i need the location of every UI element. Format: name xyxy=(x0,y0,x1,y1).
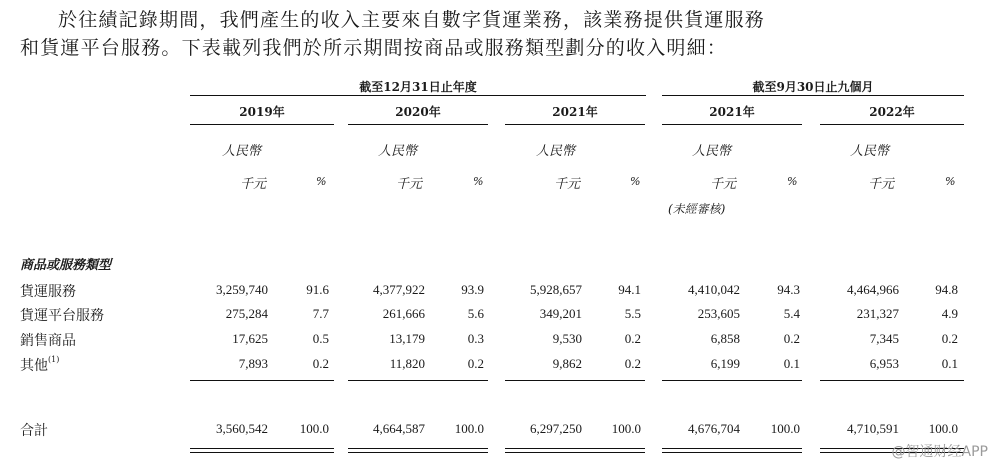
table-cell: 4.9 xyxy=(941,306,958,321)
group-header-nine-months: 截至9月30日止九個月 xyxy=(752,80,874,94)
total-cell: 100.0 xyxy=(928,421,958,436)
pct-label-3: % xyxy=(630,175,641,188)
subtotal-rule xyxy=(505,380,645,381)
table-cell: 17,625 xyxy=(232,331,268,346)
pct-label-4: % xyxy=(787,175,798,188)
table-cell: 9,862 xyxy=(552,356,582,371)
year-header-2: 2020年 xyxy=(395,105,441,119)
row-label-text: 銷售商品 xyxy=(20,333,76,349)
year-header-1: 2019年 xyxy=(239,105,285,119)
group-rule-nine-months xyxy=(662,95,964,96)
total-cell: 3,560,542 xyxy=(216,421,268,436)
unit-label-3: 千元 xyxy=(554,177,581,192)
currency-label-1: 人民幣 xyxy=(222,144,262,159)
year-header-4: 2021年 xyxy=(709,105,755,119)
table-cell: 94.1 xyxy=(618,282,641,297)
currency-label-3: 人民幣 xyxy=(536,144,576,159)
group-header-year-end: 截至12月31日止年度 xyxy=(359,80,477,94)
table-cell: 94.3 xyxy=(777,282,800,297)
table-cell: 5,928,657 xyxy=(530,282,582,297)
table-cell: 0.5 xyxy=(312,331,329,346)
row-label xyxy=(20,355,59,375)
table-cell: 231,327 xyxy=(856,306,899,321)
table-cell: 7.7 xyxy=(312,306,329,321)
year-rule-4 xyxy=(662,124,802,125)
table-cell: 4,410,042 xyxy=(688,282,740,297)
table-cell: 5.6 xyxy=(467,306,484,321)
currency-label-5: 人民幣 xyxy=(850,144,890,159)
table-cell: 6,953 xyxy=(869,356,899,371)
intro-line-2: 和貨運平台服務。下表載列我們於所示期間按商品或服務類型劃分的收入明細： xyxy=(20,37,728,59)
table-cell: 0.2 xyxy=(467,356,484,371)
total-cell: 100.0 xyxy=(454,421,484,436)
total-cell: 100.0 xyxy=(299,421,329,436)
intro-paragraph xyxy=(20,6,990,62)
table-cell: 11,820 xyxy=(389,356,425,371)
table-cell: 0.1 xyxy=(941,356,958,371)
total-cell: 4,676,704 xyxy=(688,421,740,436)
row-label xyxy=(20,305,104,325)
section-header: 商品或服務類型 xyxy=(20,258,112,273)
table-cell: 93.9 xyxy=(461,282,484,297)
row-label xyxy=(20,281,76,301)
total-cell: 100.0 xyxy=(611,421,641,436)
total-double-rule-1 xyxy=(190,448,334,453)
table-cell: 0.2 xyxy=(941,331,958,346)
pct-label-5: % xyxy=(945,175,956,188)
unaudited-note: (未經審核) xyxy=(668,202,726,216)
table-cell: 94.8 xyxy=(935,282,958,297)
table-cell: 9,530 xyxy=(552,331,582,346)
table-cell: 6,199 xyxy=(710,356,740,371)
table-cell: 91.6 xyxy=(306,282,329,297)
table-cell: 0.2 xyxy=(783,331,800,346)
row-label-text: 其他 xyxy=(20,358,48,374)
table-cell: 0.1 xyxy=(783,356,800,371)
table-cell: 275,284 xyxy=(225,306,268,321)
table-cell: 0.2 xyxy=(624,331,641,346)
table-cell: 7,893 xyxy=(238,356,268,371)
unit-label-1: 千元 xyxy=(240,177,267,192)
currency-label-2: 人民幣 xyxy=(378,144,418,159)
subtotal-rule xyxy=(190,380,334,381)
year-header-5: 2022年 xyxy=(869,105,915,119)
year-rule-3 xyxy=(505,124,645,125)
total-label: 合計 xyxy=(20,423,48,439)
total-double-rule-2 xyxy=(348,448,488,453)
table-cell: 349,201 xyxy=(539,306,582,321)
table-cell: 4,377,922 xyxy=(373,282,425,297)
table-cell: 6,858 xyxy=(710,331,740,346)
table-cell: 253,605 xyxy=(697,306,740,321)
total-cell: 100.0 xyxy=(770,421,800,436)
table-cell: 5.4 xyxy=(783,306,800,321)
subtotal-rule xyxy=(820,380,964,381)
subtotal-rule xyxy=(662,380,802,381)
total-cell: 6,297,250 xyxy=(530,421,582,436)
row-label-text: 貨運服務 xyxy=(20,284,76,300)
table-cell: 7,345 xyxy=(869,331,899,346)
pct-label-1: % xyxy=(316,175,327,188)
group-rule-year-end xyxy=(190,95,646,96)
table-cell: 261,666 xyxy=(382,306,425,321)
year-rule-2 xyxy=(348,124,488,125)
table-cell: 0.2 xyxy=(624,356,641,371)
year-rule-1 xyxy=(190,124,334,125)
table-cell: 13,179 xyxy=(389,331,425,346)
watermark: @智通财经APP xyxy=(891,444,988,460)
footnote-marker: (1) xyxy=(48,355,60,364)
total-double-rule-4 xyxy=(662,448,802,453)
pct-label-2: % xyxy=(473,175,484,188)
unit-label-4: 千元 xyxy=(710,177,737,192)
unit-label-2: 千元 xyxy=(396,177,423,192)
table-cell: 3,259,740 xyxy=(216,282,268,297)
subtotal-rule xyxy=(348,380,488,381)
total-cell: 4,664,587 xyxy=(373,421,425,436)
table-cell: 4,464,966 xyxy=(847,282,899,297)
intro-line-1: 於往績記錄期間，我們產生的收入主要來自數字貨運業務，該業務提供貨運服務 xyxy=(58,9,766,31)
currency-label-4: 人民幣 xyxy=(692,144,732,159)
total-double-rule-3 xyxy=(505,448,645,453)
table-cell: 0.3 xyxy=(467,331,484,346)
table-cell: 5.5 xyxy=(624,306,641,321)
year-rule-5 xyxy=(820,124,964,125)
unit-label-5: 千元 xyxy=(868,177,895,192)
row-label xyxy=(20,330,76,350)
total-cell: 4,710,591 xyxy=(847,421,899,436)
table-cell: 0.2 xyxy=(312,356,329,371)
year-header-3: 2021年 xyxy=(552,105,598,119)
row-label-text: 貨運平台服務 xyxy=(20,308,104,324)
